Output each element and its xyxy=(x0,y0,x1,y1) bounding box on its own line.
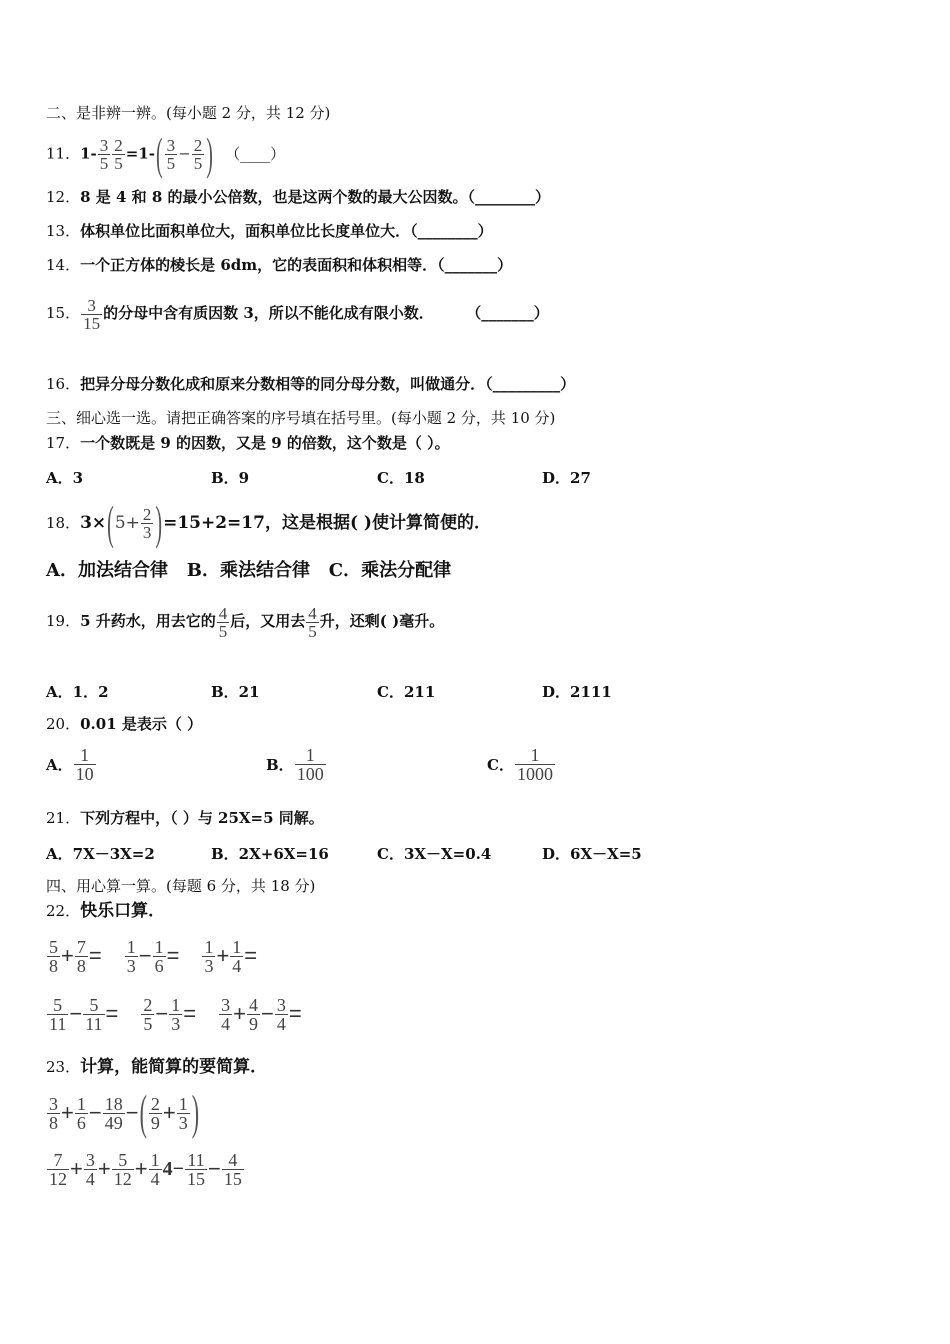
question-20: 20．0.01 是表示（ ） xyxy=(46,715,203,733)
paren: ( xyxy=(139,1084,147,1140)
section-3-title: 三、细心选一选。请把正确答案的序号填在括号里。(每小题 2 分，共 10 分) xyxy=(46,409,556,427)
operator: − xyxy=(207,1156,221,1181)
q20-option-c[interactable]: C． $\frac{1}{1000}$ xyxy=(487,745,553,784)
fraction: $\frac{5}{11}$ xyxy=(49,994,67,1034)
q19-option-b[interactable]: B．21 xyxy=(211,683,260,701)
mental-math-row-2 xyxy=(46,988,302,1039)
q21-option-a[interactable]: A．7X－3X=2 xyxy=(46,845,155,863)
q17-option-a[interactable]: A．3 xyxy=(46,469,84,487)
fraction: $\frac{3}{4}$ xyxy=(85,1149,95,1189)
calc-row-2 xyxy=(46,1143,245,1194)
operator: = xyxy=(166,943,180,968)
operator: − xyxy=(155,1001,169,1026)
question-14: 14．一个正方体的棱长是 6dm，它的表面积和体积相等．（_______） xyxy=(46,256,513,274)
q19-option-c[interactable]: C．211 xyxy=(377,683,436,701)
mental-math-row-1 xyxy=(46,930,257,981)
q21-option-b[interactable]: B．2X+6X=16 xyxy=(211,845,329,863)
question-12: 12．8 是 4 和 8 的最小公倍数，也是这两个数的最大公因数。（________） xyxy=(46,188,551,206)
fraction: $\frac{4}{9}$ xyxy=(248,994,258,1034)
fraction: $\frac{5}{11}$ xyxy=(85,994,103,1034)
fraction: $\frac{4}{15}$ xyxy=(223,1149,242,1189)
fraction: $\frac{3}{4}$ xyxy=(276,994,286,1034)
operator: = xyxy=(88,943,102,968)
calc-row-1 xyxy=(46,1084,200,1140)
fraction: $\frac{3}{8}$ xyxy=(49,1093,58,1133)
operator: − xyxy=(125,1100,139,1125)
fraction: $\frac{5}{12}$ xyxy=(113,1149,132,1189)
paren: ) xyxy=(191,1084,200,1140)
fraction: $\frac{1}{3}$ xyxy=(178,1093,188,1133)
operator: − xyxy=(260,1001,274,1026)
fraction: $\frac{7}{8}$ xyxy=(76,936,86,976)
operator: + xyxy=(134,1156,148,1181)
question-16: 16．把异分母分数化成和原来分数相等的同分母分数，叫做通分．（_________） xyxy=(46,375,576,393)
section-2-title: 二、是非辨一辨。(每小题 2 分，共 12 分) xyxy=(46,104,331,122)
operator: = xyxy=(288,1001,302,1026)
fraction: $\frac{2}{9}$ xyxy=(150,1093,160,1133)
operator: + xyxy=(70,1156,83,1181)
fraction: $\frac{11}{15}$ xyxy=(186,1149,205,1189)
operator: + xyxy=(61,943,74,968)
question-21: 21．下列方程中，（ ）与 25X=5 同解。 xyxy=(46,809,324,827)
q17-option-c[interactable]: C．18 xyxy=(377,469,425,487)
operator: − xyxy=(69,1001,83,1026)
question-13: 13．体积单位比面积单位大，面积单位比长度单位大．（________） xyxy=(46,222,493,240)
q21-option-c[interactable]: C．3X－X=0.4 xyxy=(377,845,492,863)
q17-option-d[interactable]: D．27 xyxy=(542,469,591,487)
question-18: 18．3×(5+ $\frac{2}{3}$ )=15+2=17，这是根据( )使计算简便的． xyxy=(46,497,491,550)
operator: − xyxy=(138,943,152,968)
q17-option-b[interactable]: B．9 xyxy=(211,469,250,487)
operator: + xyxy=(162,1100,176,1125)
fraction: $\frac{1}{4}$ xyxy=(232,936,242,976)
question-11: 11．1- $\frac{3}{5}$ $\frac{2}{5}$ =1-( $\frac{3}{5}$ − $\frac{2}{5}$ ) （____） xyxy=(46,129,286,180)
fraction: $\frac{7}{12}$ xyxy=(49,1149,67,1189)
fraction: $\frac{1}{3}$ xyxy=(126,936,136,976)
fraction: $\frac{2}{5}$ xyxy=(143,994,153,1034)
question-17: 17．一个数既是 9 的因数，又是 9 的倍数，这个数是（ ）。 xyxy=(46,434,450,452)
fraction: $\frac{1}{6}$ xyxy=(154,936,164,976)
operator: = xyxy=(183,1001,197,1026)
question-23: 23．计算，能简算的要简算． xyxy=(46,1057,268,1077)
fraction: $\frac{18}{49}$ xyxy=(104,1093,123,1133)
q20-option-b[interactable]: B． $\frac{1}{100}$ xyxy=(266,745,324,784)
operator: 4− xyxy=(162,1158,184,1180)
q19-option-a[interactable]: A．1．2 xyxy=(46,683,109,701)
operator: = xyxy=(244,943,258,968)
question-15: 15． $\frac{3}{15}$ 的分母中含有质因数 3，所以不能化成有限小数． （_______） xyxy=(46,295,549,333)
section-4-title: 四、用心算一算。(每题 6 分，共 18 分) xyxy=(46,877,316,895)
q19-option-d[interactable]: D．2111 xyxy=(542,683,612,701)
q18-options[interactable]: A．加法结合律 B．乘法结合律 C．乘法分配律 xyxy=(46,560,452,581)
question-22: 22．快乐口算． xyxy=(46,901,166,921)
operator: − xyxy=(88,1100,102,1125)
fraction: $\frac{3}{4}$ xyxy=(221,994,231,1034)
operator: = xyxy=(105,1001,119,1026)
operator: + xyxy=(61,1100,74,1125)
q21-option-d[interactable]: D．6X－X=5 xyxy=(542,845,642,863)
fraction: $\frac{1}{3}$ xyxy=(171,994,181,1034)
operator: + xyxy=(97,1156,111,1181)
operator: + xyxy=(233,1001,246,1026)
fraction: $\frac{1}{3}$ xyxy=(204,936,214,976)
fraction: $\frac{5}{8}$ xyxy=(49,936,58,976)
question-19: 19．5 升药水，用去它的 $\frac{4}{5}$ 后，又用去 $\frac{4}{5}$ 升，还剩( )毫升。 xyxy=(46,603,445,641)
q20-option-a[interactable]: A． $\frac{1}{10}$ xyxy=(46,745,94,784)
operator: + xyxy=(216,943,230,968)
fraction: $\frac{1}{4}$ xyxy=(150,1149,160,1189)
fraction: $\frac{1}{6}$ xyxy=(76,1093,86,1133)
